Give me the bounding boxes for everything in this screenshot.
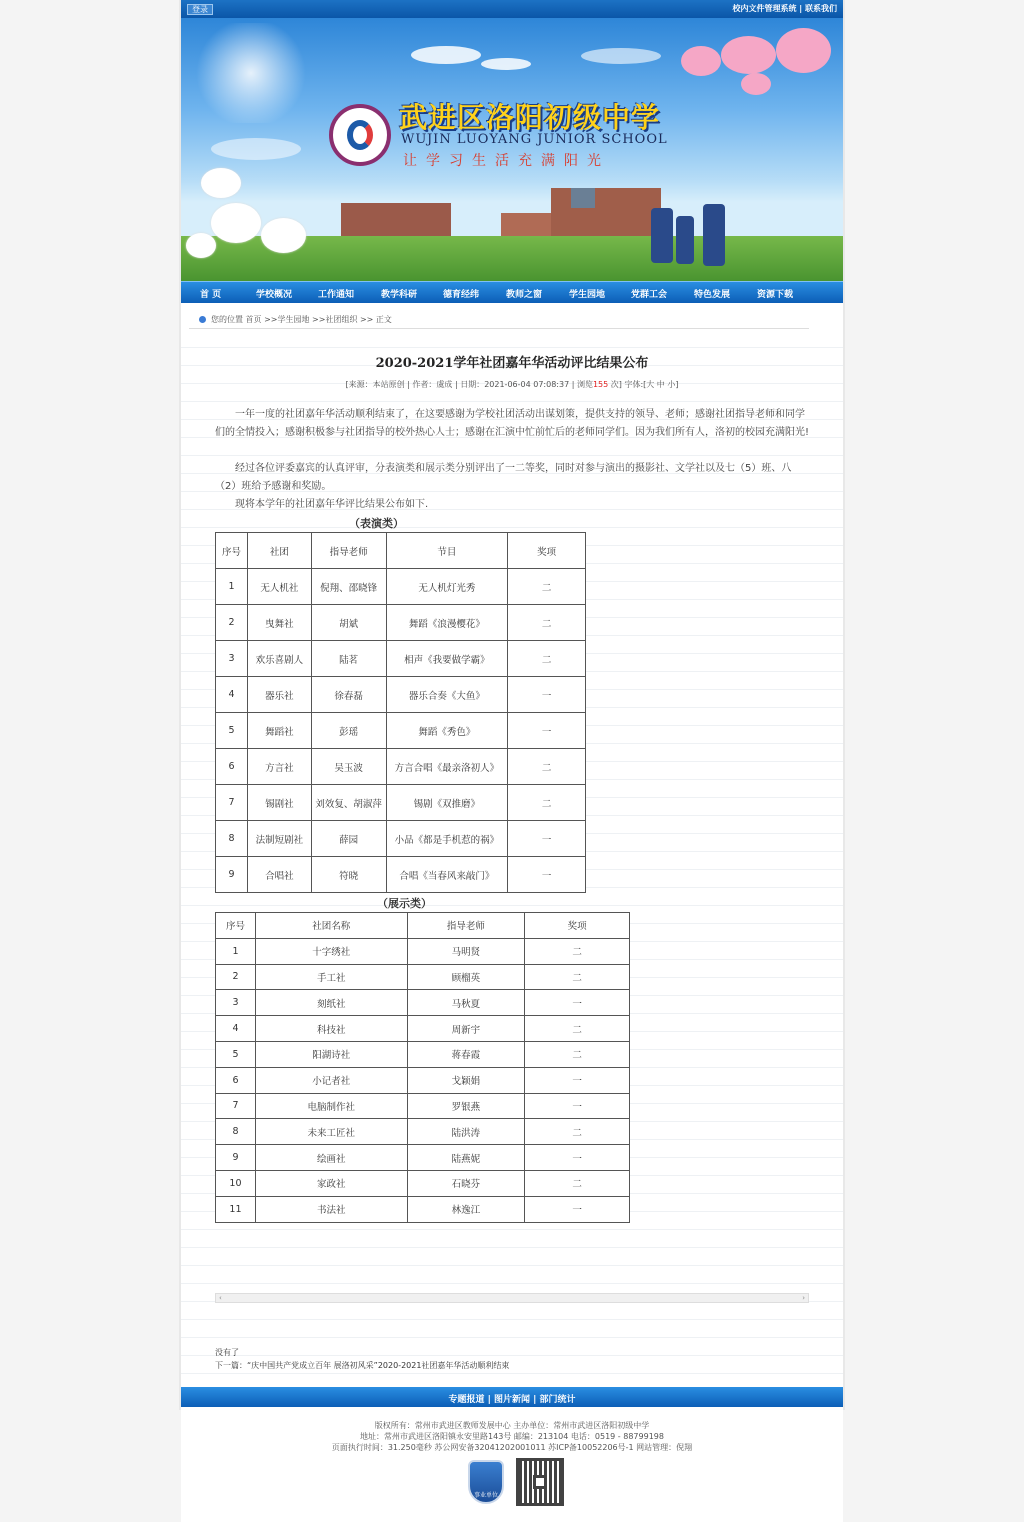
table-row [216,857,586,893]
cell: 十字绣社 [255,938,407,964]
cell: 一 [525,1196,630,1222]
school-building [551,188,661,243]
nav-features[interactable]: 特色发展 [694,290,731,300]
building-tower [571,188,595,208]
table-header: 奖项 [508,533,586,569]
cell: 无人机灯光秀 [386,569,508,605]
cell: 一 [525,1067,630,1093]
peach-blossom [741,73,771,95]
login-button[interactable]: 登录 [187,4,213,15]
table-row [216,1119,630,1145]
cell: 马明贤 [407,938,525,964]
table-header: 节目 [386,533,508,569]
cell: 舞蹈社 [247,713,311,749]
top-bar [181,0,843,18]
cell: 3 [216,641,248,677]
footer-links[interactable]: 专题报道 | 图片新闻 | 部门统计 [448,1395,576,1405]
cell: 二 [525,964,630,990]
peach-blossom [776,28,831,73]
table-header: 序号 [216,533,248,569]
cell: 锡剧《双推磨》 [386,785,508,821]
exhibition-table [215,912,630,1223]
cell: 陆洪涛 [407,1119,525,1145]
nav-overview[interactable]: 学校概况 [256,290,293,300]
horizontal-scrollbar[interactable] [215,1293,809,1303]
cell: 家政社 [255,1170,407,1196]
table-row [216,569,586,605]
cell: 一 [508,857,586,893]
school-name-en: WUJIN LUOYANG JUNIOR SCHOOL [401,132,668,147]
table-header-row [216,913,630,939]
page-container [181,0,843,1522]
table-row [216,964,630,990]
cell: 薛园 [311,821,386,857]
cell: 电脑制作社 [255,1093,407,1119]
table-row [216,990,630,1016]
cell: 无人机社 [247,569,311,605]
cell: 二 [525,1119,630,1145]
qr-center [533,1475,547,1489]
footer-copyright: 版权所有：常州市武进区教师发展中心 主办单位：常州市武进区洛阳初级中学 [374,1421,650,1430]
nav-moral[interactable]: 德育经纬 [443,290,480,300]
cell: 器乐社 [247,677,311,713]
nav-party[interactable]: 党群工会 [631,290,668,300]
next-article-link[interactable]: 下一篇：“庆中国共产党成立百年 展洛初风采”2020-2021社团嘉年华活动顺利结束 [215,1361,510,1370]
cell: 合唱社 [247,857,311,893]
cell: 陆燕妮 [407,1145,525,1171]
paragraph-1: 一年一度的社团嘉年华活动顺利结束了，在这要感谢为学校社团活动出谋划策，提供支持的领导、老师；感谢社团指导老师和同学们的全情投入；感谢积极参与社团指导的校外热心人士；感谢在汇演中忙前忙后的老师同学们。因为我们所有人，洛初的校园充满阳光! [215,409,810,438]
cell: 一 [508,713,586,749]
cell: 绘画社 [255,1145,407,1171]
cell: 相声《我要做学霸》 [386,641,508,677]
cell: 二 [525,1041,630,1067]
cell: 法制短剧社 [247,821,311,857]
cell: 8 [216,821,248,857]
student-figure [703,204,725,266]
white-flower [201,168,241,198]
table-header: 奖项 [525,913,630,939]
cell: 8 [216,1119,256,1145]
paragraph-3: 现将本学年的社团嘉年华评比结果公布如下. [235,499,429,510]
nav-teachers[interactable]: 教师之窗 [506,290,543,300]
nav-downloads[interactable]: 资源下载 [757,290,794,300]
cell: 舞蹈《浪漫樱花》 [386,605,508,641]
previous-article: 没有了 [215,1348,239,1357]
peach-blossom [721,36,776,74]
cell: 5 [216,713,248,749]
cell: 石晓芬 [407,1170,525,1196]
table-row [216,1145,630,1171]
cell: 小品《都是手机惹的祸》 [386,821,508,857]
cell: 合唱《当春风来敲门》 [386,857,508,893]
footer-record[interactable]: 页面执行时间：31.250毫秒 苏公网安备32041202001011 苏ICP备10052206号-1 网站管理：倪翔 [331,1443,693,1452]
table-row [216,1170,630,1196]
qr-code-icon [516,1458,564,1506]
cell: 二 [508,605,586,641]
cell: 顾榴英 [407,964,525,990]
cell: 彭瑶 [311,713,386,749]
student-figure [676,216,694,264]
cell: 二 [525,1016,630,1042]
table-row [216,785,586,821]
cell: 徐春磊 [311,677,386,713]
article-area [181,330,843,1385]
cell: 11 [216,1196,256,1222]
table-row [216,749,586,785]
cell: 二 [508,641,586,677]
cell: 欢乐喜剧人 [247,641,311,677]
table-row [216,1041,630,1067]
table-row [216,1067,630,1093]
cell: 方言社 [247,749,311,785]
cell: 6 [216,749,248,785]
cell: 一 [525,1093,630,1119]
peach-blossom [681,46,721,76]
table-row [216,677,586,713]
logo-emblem [347,120,373,150]
table-header: 指导老师 [311,533,386,569]
cell: 马秋夏 [407,990,525,1016]
table-row [216,938,630,964]
cell: 二 [508,749,586,785]
table-row [216,821,586,857]
cell: 一 [525,990,630,1016]
performance-table [215,532,586,893]
white-flower [261,218,306,253]
nav-home[interactable]: 首 页 [200,290,222,300]
cell: 曳舞社 [247,605,311,641]
nav-notice[interactable]: 工作通知 [318,290,355,300]
school-name-cn: 武进区洛阳初级中学 [399,101,661,134]
top-links[interactable]: 校内文件管理系统 | 联系我们 [732,4,837,13]
white-flower [186,233,216,258]
cell: 一 [525,1145,630,1171]
cell: 科技社 [255,1016,407,1042]
table1-caption: （表演类） [349,517,404,530]
cell: 陆茗 [311,641,386,677]
white-flower [211,203,261,243]
school-motto: 让学习生活充满阳光 [403,153,610,169]
table-header: 社团名称 [255,913,407,939]
main-nav [181,281,843,303]
cloud [211,138,301,160]
cell: 手工社 [255,964,407,990]
cell: 2 [216,964,256,990]
cell: 林逸江 [407,1196,525,1222]
cell: 7 [216,785,248,821]
scroll-right-icon[interactable]: › [802,1294,805,1302]
cell: 二 [508,569,586,605]
cell: 刻纸社 [255,990,407,1016]
badge-label: 事业单位 [473,1492,498,1499]
cell: 刘效复、胡淑萍 [311,785,386,821]
table-row [216,1196,630,1222]
cell: 1 [216,938,256,964]
cell: 小记者社 [255,1067,407,1093]
scroll-left-icon[interactable]: ‹ [219,1294,222,1302]
student-figure [651,208,673,263]
cell: 吴玉波 [311,749,386,785]
table-header: 序号 [216,913,256,939]
table-row [216,605,586,641]
cell: 9 [216,857,248,893]
cell: 舞蹈《秀色》 [386,713,508,749]
meta-before: [来源：本站原创 | 作者：虞成 | 日期：2021-06-04 07:08:37 | 浏览 [345,380,593,389]
cell: 未来工匠社 [255,1119,407,1145]
cell: 倪翔、邵晓锋 [311,569,386,605]
table-header: 社团 [247,533,311,569]
cell: 器乐合奏《大鱼》 [386,677,508,713]
cell: 阳湖诗社 [255,1041,407,1067]
location-icon [199,316,206,323]
meta-after[interactable]: 次] 字体:[大 中 小] [608,380,679,389]
breadcrumb-text[interactable]: 您的位置 首页 >>学生园地 >>社团组织 >> 正文 [211,315,392,324]
cell: 锡剧社 [247,785,311,821]
table-row [216,641,586,677]
cloud [481,58,531,70]
article-title: 2020-2021学年社团嘉年华活动评比结果公布 [375,356,649,371]
cell: 胡斌 [311,605,386,641]
cell: 书法社 [255,1196,407,1222]
cell: 蒋春霞 [407,1041,525,1067]
cell: 戈颖娟 [407,1067,525,1093]
school-logo [329,104,391,166]
article-meta [181,379,843,390]
cell: 6 [216,1067,256,1093]
nav-students[interactable]: 学生园地 [569,290,606,300]
nav-research[interactable]: 教学科研 [381,290,418,300]
cell: 1 [216,569,248,605]
table-row [216,713,586,749]
cell: 2 [216,605,248,641]
cell: 9 [216,1145,256,1171]
cell: 二 [525,938,630,964]
table-header-row [216,533,586,569]
cell: 二 [525,1170,630,1196]
cell: 5 [216,1041,256,1067]
cell: 符晓 [311,857,386,893]
breadcrumb [189,311,809,329]
cell: 4 [216,677,248,713]
table-row [216,1016,630,1042]
cell: 方言合唱《最亲洛初人》 [386,749,508,785]
cell: 一 [508,677,586,713]
paragraph-2: 经过各位评委嘉宾的认真评审，分表演类和展示类分别评出了一二等奖，同时对参与演出的摄影社、文学社以及七（5）班、八（2）班给予感谢和奖励。 [215,463,792,492]
cell: 一 [508,821,586,857]
cell: 10 [216,1170,256,1196]
cell: 4 [216,1016,256,1042]
cloud [581,48,661,64]
footer-bar [181,1387,843,1407]
banner [181,18,843,281]
cell: 罗银燕 [407,1093,525,1119]
institution-badge-icon[interactable] [468,1460,504,1504]
table2-caption: （展示类） [377,897,432,910]
cell: 二 [508,785,586,821]
footer-address: 地址：常州市武进区洛阳镇永安里路143号 邮编：213104 电话：0519 - 88799198 [360,1432,664,1441]
cloud [411,46,481,64]
table-header: 指导老师 [407,913,525,939]
cell: 7 [216,1093,256,1119]
sun-glow [191,23,311,123]
cell: 3 [216,990,256,1016]
table-row [216,1093,630,1119]
view-count: 155 [592,380,609,389]
cell: 周新宇 [407,1016,525,1042]
